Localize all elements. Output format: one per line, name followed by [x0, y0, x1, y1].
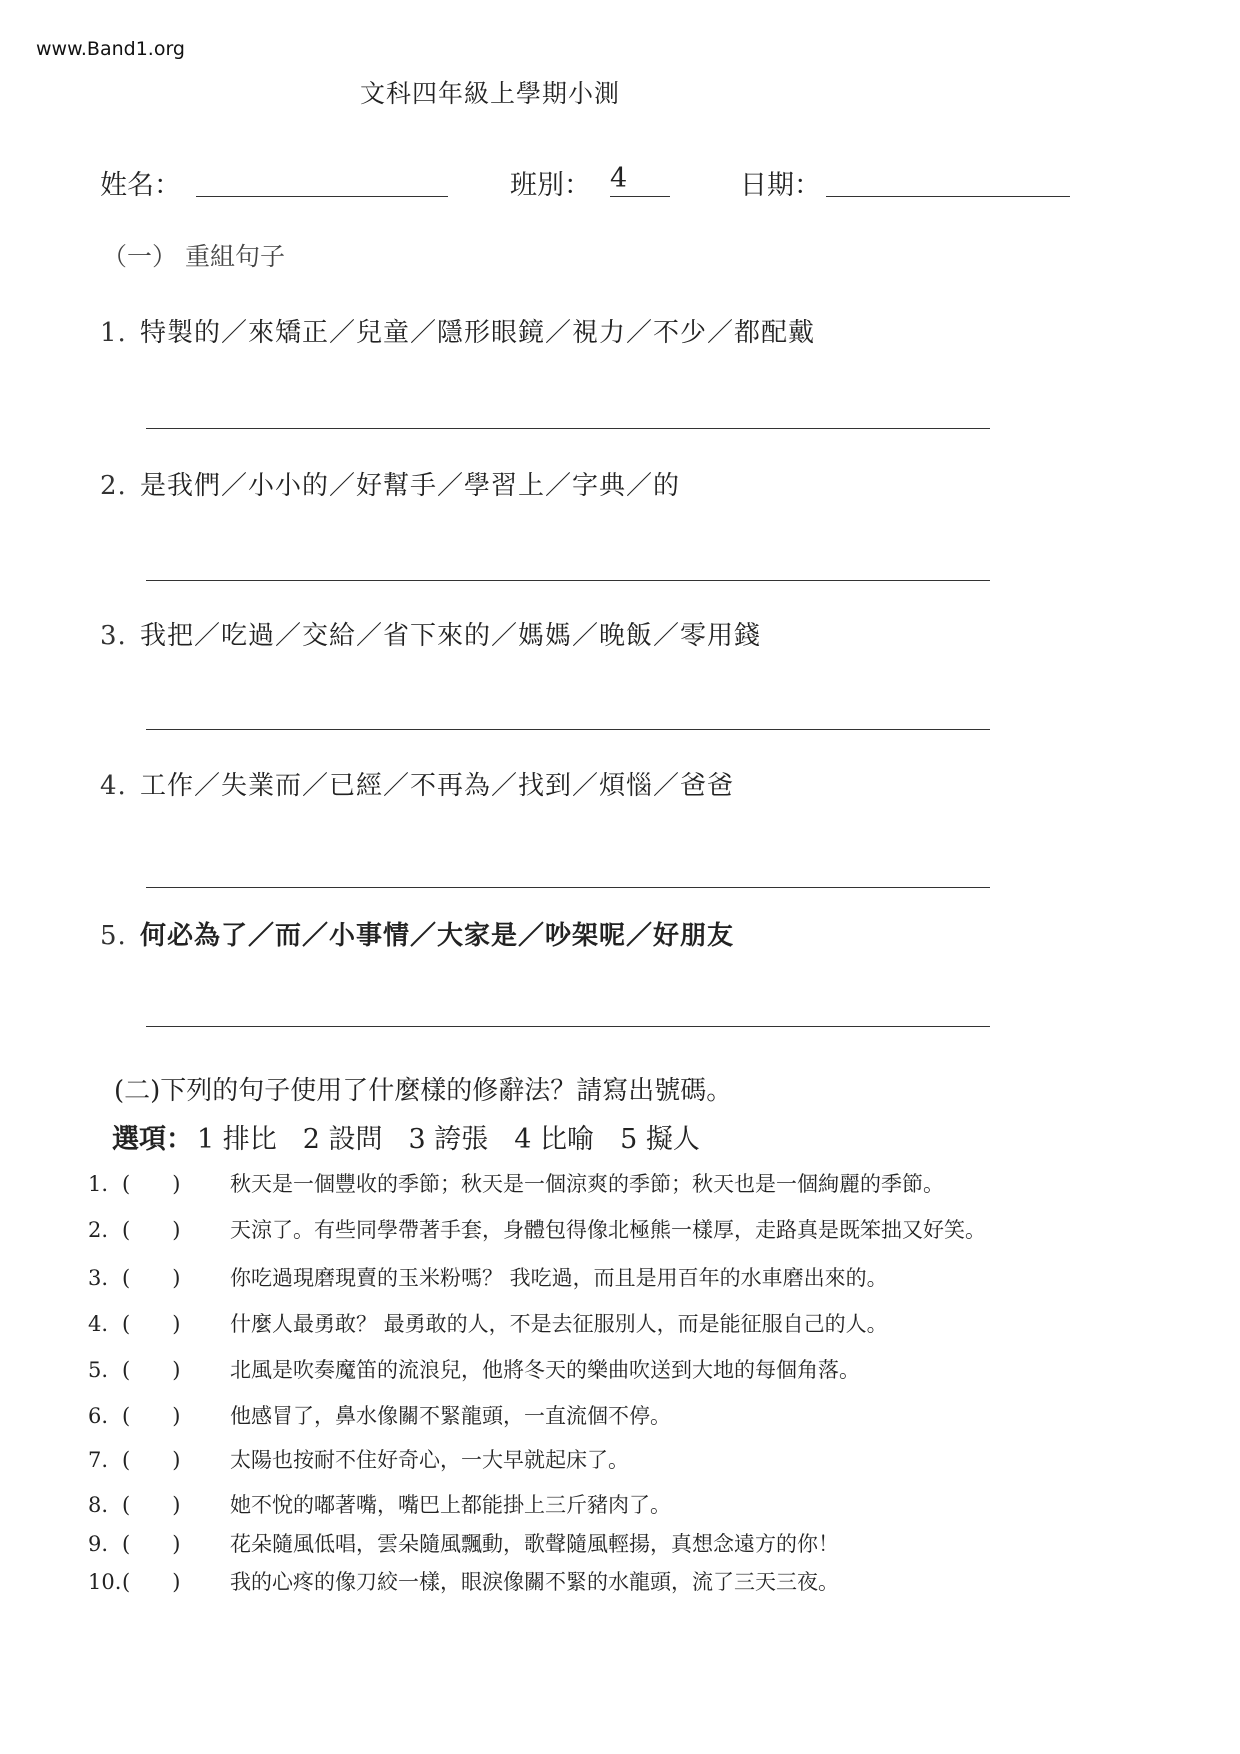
question-number: 5. — [100, 921, 127, 951]
answer-paren[interactable]: ( ) — [122, 1448, 181, 1472]
item-sentence: 花朵隨風低唱，雲朵隨風飄動，歌聲隨風輕揚，真想念遠方的你！ — [230, 1532, 839, 1556]
date-blank[interactable] — [826, 196, 1070, 197]
options-row — [112, 1117, 700, 1156]
item-number: 2. — [88, 1218, 109, 1242]
answer-paren[interactable]: ( ) — [122, 1172, 181, 1196]
item-sentence: 秋天是一個豐收的季節；秋天是一個涼爽的季節；秋天也是一個絢麗的季節。 — [230, 1172, 944, 1196]
question-number: 2. — [100, 471, 127, 501]
item-sentence: 什麼人最勇敢？ 最勇敢的人，不是去征服別人，而是能征服自己的人。 — [230, 1312, 888, 1336]
reorder-question-4 — [100, 765, 734, 802]
answer-paren[interactable]: ( ) — [122, 1493, 181, 1517]
rhetoric-item — [88, 1400, 671, 1430]
item-sentence: 他感冒了，鼻水像關不緊龍頭，一直流個不停。 — [230, 1404, 671, 1428]
item-number: 5. — [88, 1358, 109, 1382]
question-number: 3. — [100, 621, 127, 651]
rhetoric-item — [88, 1262, 888, 1292]
rhetoric-item — [88, 1528, 839, 1558]
question-text: 特製的／來矯正／兒童／隱形眼鏡／視力／不少／都配戴 — [140, 318, 816, 348]
answer-paren[interactable]: ( ) — [122, 1218, 181, 1242]
class-value: 4 — [610, 163, 628, 194]
question-text: 我把／吃過／交給／省下來的／媽媽／晚飯／零用錢 — [140, 621, 762, 651]
answer-line-4[interactable] — [146, 887, 990, 888]
option-1: 1 排比 — [197, 1124, 277, 1155]
site-url: www.Band1.org — [36, 38, 185, 60]
rhetoric-item — [88, 1214, 986, 1244]
item-number: 9. — [88, 1532, 109, 1556]
item-number: 8. — [88, 1493, 109, 1517]
rhetoric-item — [88, 1444, 629, 1474]
item-number: 4. — [88, 1312, 109, 1336]
option-2: 2 設問 — [302, 1124, 383, 1155]
answer-paren[interactable]: ( ) — [122, 1570, 181, 1594]
answer-line-5[interactable] — [146, 1026, 990, 1027]
rhetoric-item — [88, 1308, 888, 1338]
item-number: 3. — [88, 1266, 109, 1290]
item-sentence: 她不悅的嘟著嘴，嘴巴上都能掛上三斤豬肉了。 — [230, 1493, 671, 1517]
answer-paren[interactable]: ( ) — [122, 1266, 181, 1290]
answer-paren[interactable]: ( ) — [122, 1532, 181, 1556]
answer-line-2[interactable] — [146, 580, 990, 581]
item-number: 7. — [88, 1448, 109, 1472]
item-sentence: 北風是吹奏魔笛的流浪兒，他將冬天的樂曲吹送到大地的每個角落。 — [230, 1358, 860, 1382]
class-blank[interactable] — [610, 196, 670, 197]
answer-line-3[interactable] — [146, 729, 990, 730]
section-2-heading: (二)下列的句子使用了什麼樣的修辭法？請寫出號碼。 — [114, 1076, 733, 1106]
options-label: 選項： — [112, 1124, 193, 1155]
option-5: 5 擬人 — [620, 1124, 700, 1155]
rhetoric-item — [88, 1168, 944, 1198]
question-text: 工作／失業而／已經／不再為／找到／煩惱／爸爸 — [140, 771, 735, 801]
option-4: 4 比喻 — [514, 1124, 595, 1155]
question-number: 1. — [100, 318, 127, 348]
answer-line-1[interactable] — [146, 428, 990, 429]
question-text: 是我們／小小的／好幫手／學習上／字典／的 — [140, 471, 681, 501]
item-sentence: 天涼了。有些同學帶著手套，身體包得像北極熊一樣厚，走路真是既笨拙又好笑。 — [230, 1218, 986, 1242]
item-number: 1. — [88, 1172, 109, 1196]
option-3: 3 誇張 — [408, 1124, 489, 1155]
rhetoric-item — [88, 1354, 860, 1384]
page-title: 文科四年級上學期小測 — [360, 79, 621, 108]
reorder-question-1 — [100, 312, 815, 349]
date-label: 日期： — [740, 170, 821, 201]
item-number: 10. — [88, 1570, 122, 1594]
class-label: 班別： — [510, 170, 591, 201]
item-sentence: 你吃過現磨現賣的玉米粉嗎？ 我吃過，而且是用百年的水車磨出來的。 — [230, 1266, 888, 1290]
rhetoric-item — [88, 1566, 839, 1596]
item-sentence: 我的心疼的像刀絞一樣，眼淚像關不緊的水龍頭，流了三天三夜。 — [230, 1570, 839, 1594]
question-number: 4. — [100, 771, 127, 801]
answer-paren[interactable]: ( ) — [122, 1312, 181, 1336]
reorder-question-3 — [100, 615, 761, 652]
answer-paren[interactable]: ( ) — [122, 1358, 181, 1382]
item-sentence: 太陽也按耐不住好奇心，一大早就起床了。 — [230, 1448, 629, 1472]
question-text: 何必為了／而／小事情／大家是／吵架呢／好朋友 — [140, 921, 735, 951]
answer-paren[interactable]: ( ) — [122, 1404, 181, 1428]
name-blank[interactable] — [196, 196, 448, 197]
rhetoric-item — [88, 1489, 671, 1519]
reorder-question-5 — [100, 915, 734, 952]
reorder-question-2 — [100, 465, 680, 502]
name-label: 姓名： — [100, 170, 181, 201]
item-number: 6. — [88, 1404, 109, 1428]
section-1-heading: （一） 重組句子 — [102, 242, 285, 271]
